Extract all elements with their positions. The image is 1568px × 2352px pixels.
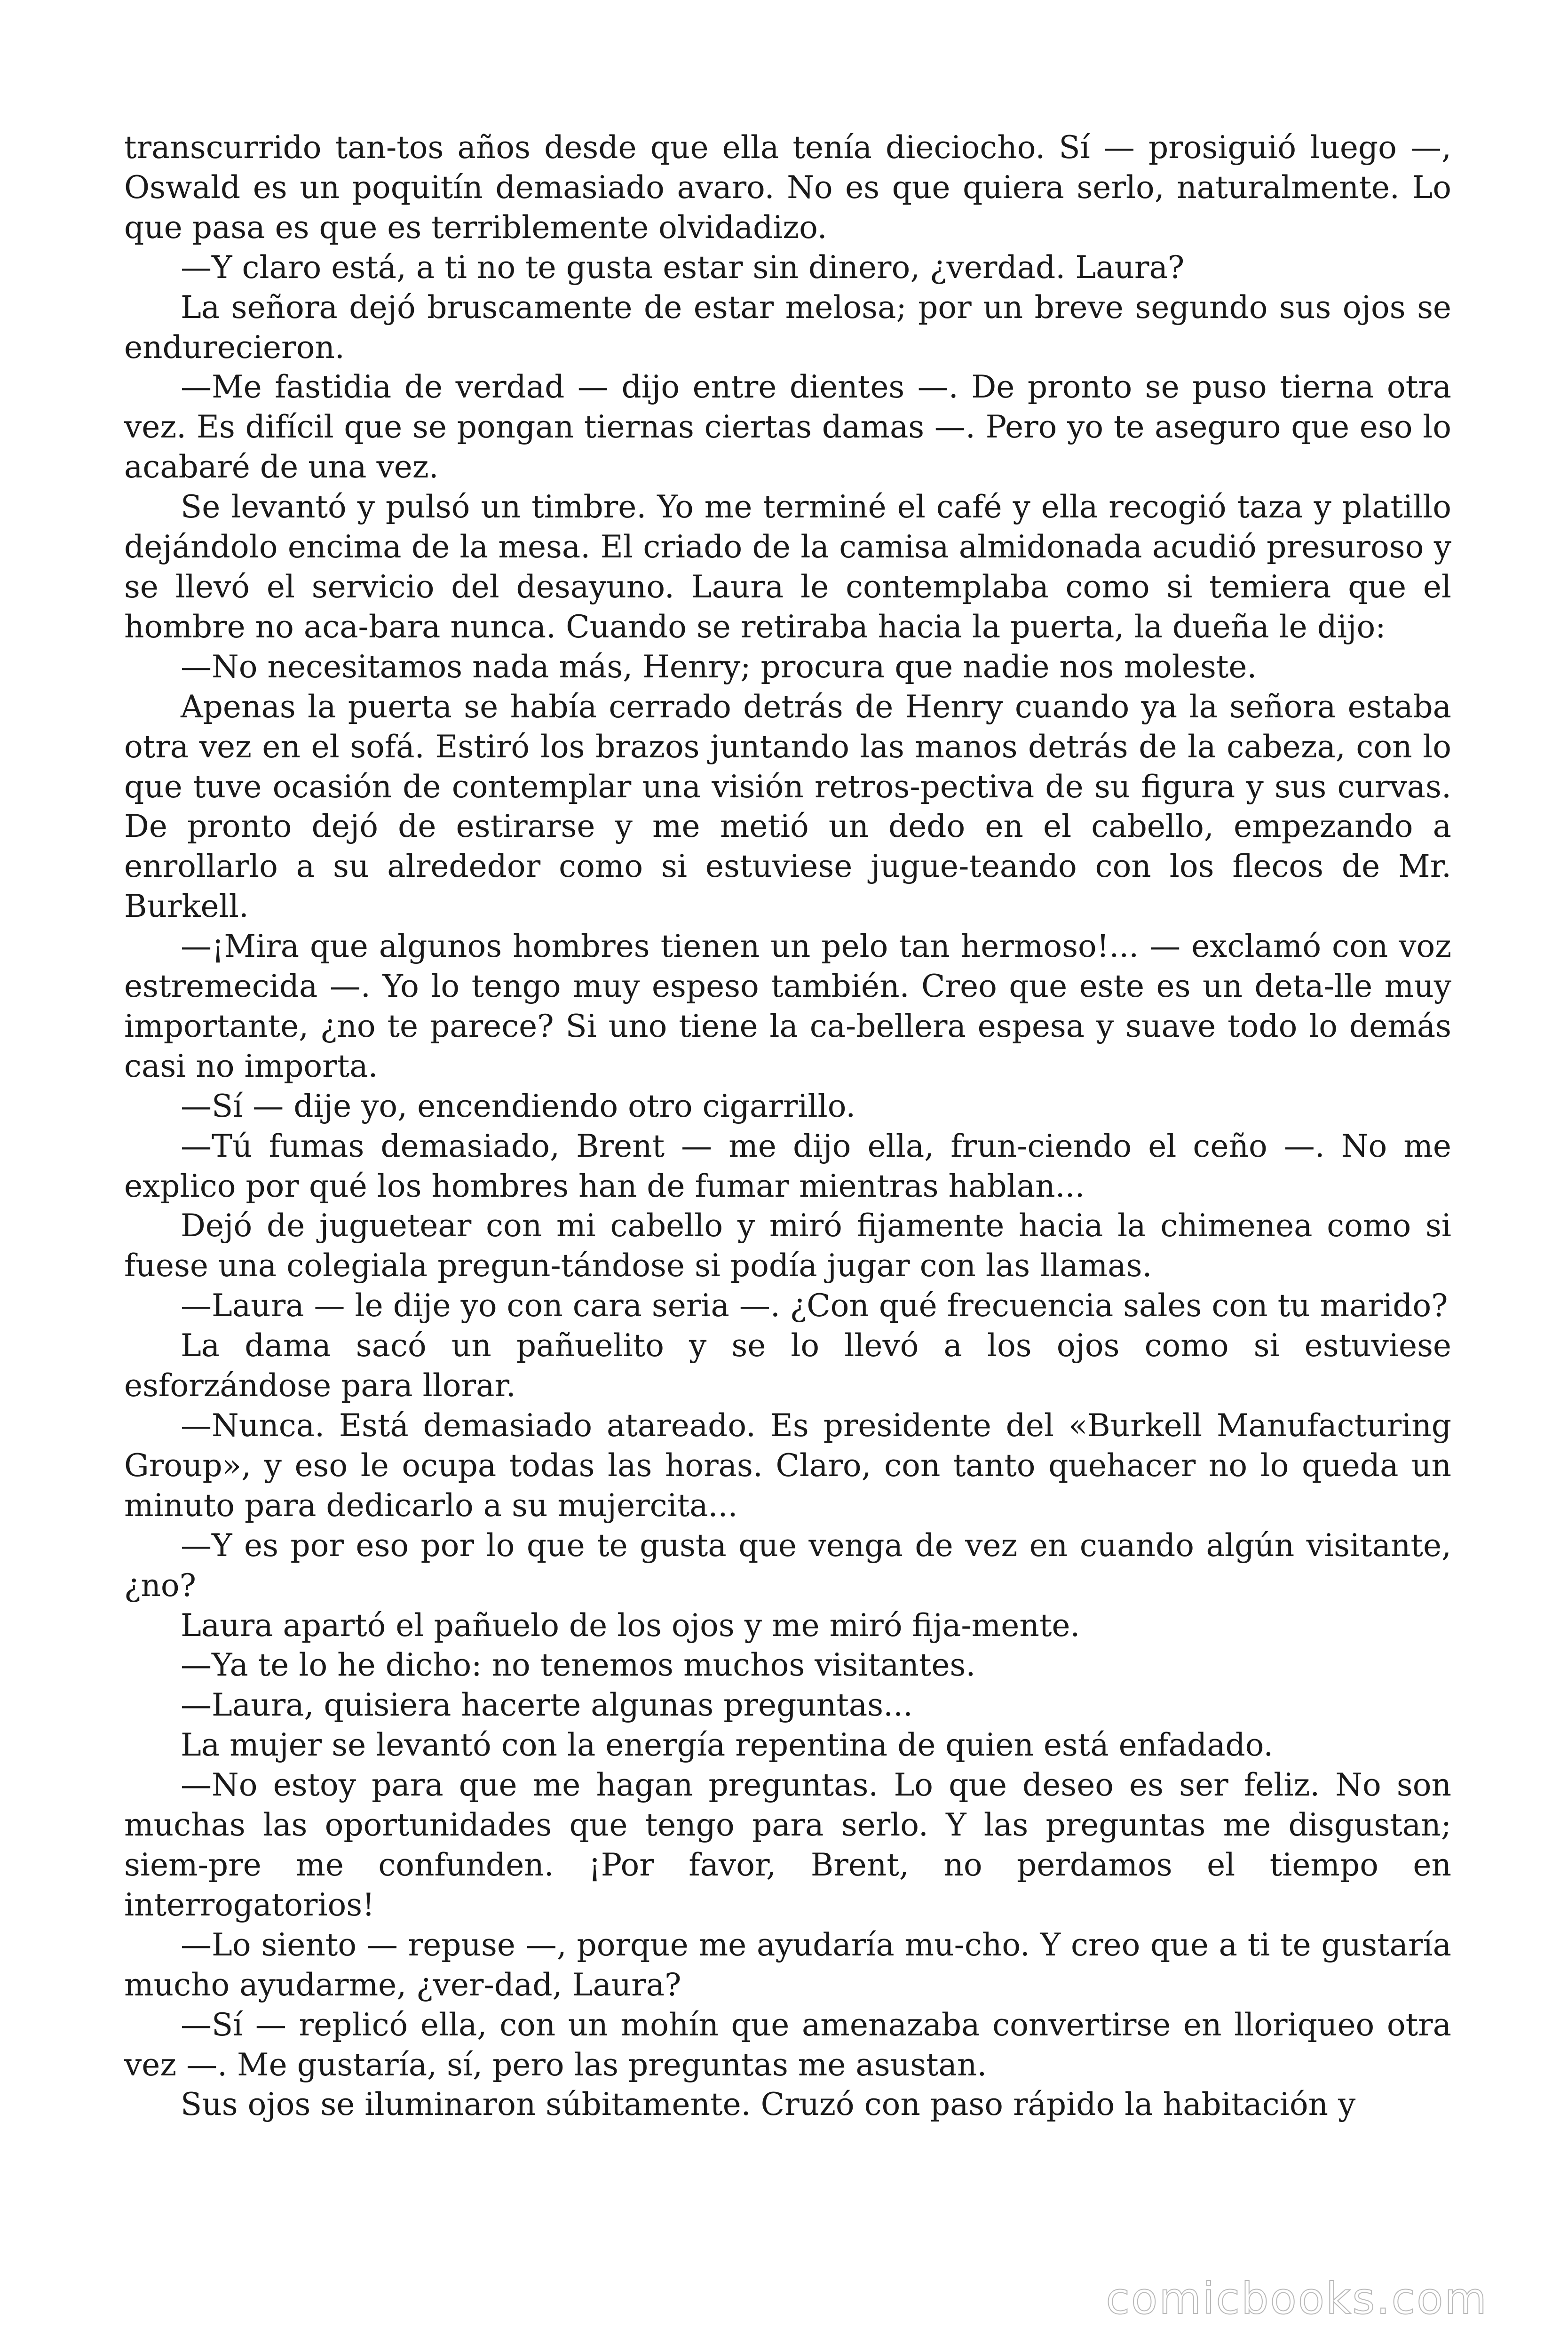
paragraph: La señora dejó bruscamente de estar melosa; por un breve segundo sus ojos se endurecieron. xyxy=(124,289,1451,366)
paragraph: —Tú fumas demasiado, Brent — me dijo ella, frun-ciendo el ceño —. No me explico por qué los hombres han de fumar mientras hablan... xyxy=(124,1128,1451,1204)
paragraph: —Lo siento — repuse —, porque me ayudaría mu-cho. Y creo que a ti te gustaría mucho ayudarme, ¿ver-dad, Laura? xyxy=(124,1926,1451,2003)
paragraph: transcurrido tan-tos años desde que ella tenía dieciocho. Sí — prosiguió luego —, Oswald es un poquitín demasiado avaro. No es que quiera serlo, naturalmente. Lo que pasa es que es terriblemente olvidadizo. xyxy=(124,129,1451,246)
paragraph: —Ya te lo he dicho: no tenemos muchos visitantes. xyxy=(181,1647,976,1684)
page-body xyxy=(124,128,1451,2125)
paragraph: La dama sacó un pañuelito y se lo llevó a los ojos como si estuviese esforzándose para llorar. xyxy=(124,1327,1451,1404)
paragraph: Laura apartó el pañuelo de los ojos y me miró fija-mente. xyxy=(181,1607,1080,1644)
paragraph: Se levantó y pulsó un timbre. Yo me terminé el café y ella recogió taza y platillo dejándolo encima de la mesa. El criado de la camisa almidonada acudió presuroso y se llevó el servicio del desayuno. Laura le contemplaba como si temiera que el hombre no aca-bara nunca. Cuando se retiraba hacia la puerta, la dueña le dijo: xyxy=(124,489,1451,645)
paragraph: Sus ojos se iluminaron súbitamente. Cruzó con paso rápido la habitación y xyxy=(181,2086,1356,2123)
paragraph: —Me fastidia de verdad — dijo entre dientes —. De pronto se puso tierna otra vez. Es difícil que se pongan tiernas ciertas damas —. Pero yo te aseguro que eso lo acabaré de una vez. xyxy=(124,369,1451,485)
paragraph: —No estoy para que me hagan preguntas. Lo que deseo es ser feliz. No son muchas las oportunidades que tengo para serlo. Y las preguntas me disgustan; siem-pre me confunden. ¡Por favor, Brent, no perdamos el tiempo en interrogatorios! xyxy=(124,1767,1451,1923)
watermark: comicbooks.com xyxy=(1106,2273,1488,2324)
paragraph: Dejó de juguetear con mi cabello y miró fijamente hacia la chimenea como si fuese una colegiala pregun-tándose si podía jugar con las llamas. xyxy=(124,1208,1451,1284)
paragraph: —Y claro está, a ti no te gusta estar sin dinero, ¿verdad. Laura? xyxy=(181,249,1185,286)
paragraph: La mujer se levantó con la energía repentina de quien está enfadado. xyxy=(181,1727,1274,1764)
paragraph: Apenas la puerta se había cerrado detrás de Henry cuando ya la señora estaba otra vez en el sofá. Estiró los brazos juntando las manos detrás de la cabeza, con lo que tuve ocasión de contemplar una visión retros-pectiva de su figura y sus curvas. De pronto dejó de estirarse y me metió un dedo en el cabello, empezando a enrollarlo a su alrededor como si estuviese jugue-teando con los flecos de Mr. Burkell. xyxy=(124,688,1451,925)
paragraph: —No necesitamos nada más, Henry; procura que nadie nos moleste. xyxy=(181,648,1257,685)
paragraph: —Sí — dije yo, encendiendo otro cigarrillo. xyxy=(181,1088,856,1124)
paragraph: —Y es por eso por lo que te gusta que venga de vez en cuando algún visitante, ¿no? xyxy=(124,1527,1451,1604)
paragraph: —¡Mira que algunos hombres tienen un pelo tan hermoso!... — exclamó con voz estremecida —. Yo lo tengo muy espeso también. Creo que este es un deta-lle muy importante, ¿no te parece? Si uno tiene la ca-bellera espesa y suave todo lo demás casi no importa. xyxy=(124,928,1451,1084)
paragraph: —Laura, quisiera hacerte algunas preguntas... xyxy=(181,1687,913,1724)
paragraph: —Sí — replicó ella, con un mohín que amenazaba convertirse en lloriqueo otra vez —. Me gustaría, sí, pero las preguntas me asustan. xyxy=(124,2006,1451,2083)
paragraph: —Nunca. Está demasiado atareado. Es presidente del «Burkell Manufacturing Group», y eso le ocupa todas las horas. Claro, con tanto quehacer no lo queda un minuto para dedicarlo a su mujercita... xyxy=(124,1407,1451,1524)
paragraph: —Laura — le dije yo con cara seria —. ¿Con qué frecuencia sales con tu marido? xyxy=(181,1287,1448,1324)
